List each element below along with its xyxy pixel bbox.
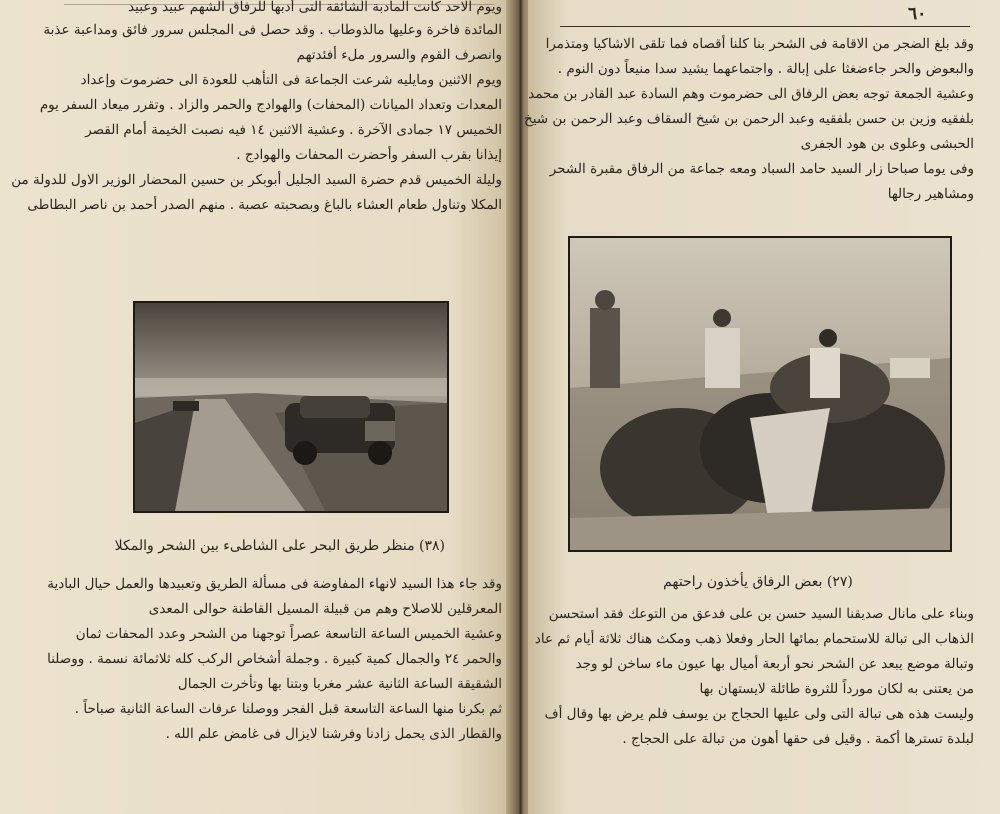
left-photo bbox=[133, 301, 449, 513]
left-line-5: المعدات وتعداد الميانات (المحفات) والهوادج والحمر والزاد . وتقرر ميعاد السفر يوم bbox=[39, 97, 502, 113]
right-line-3: وعشية الجمعة توجه بعض الرفاق الى حضرموت وهم السادة عبد القادر بن محمد bbox=[528, 86, 974, 102]
right-caption: (٢٧) بعض الرفاق يأخذون راحتهم bbox=[663, 574, 853, 590]
right-bottom-line-6: لبلدة تسترها أكمة . وقيل فى حقها أهون من تبالة على الحجاج . bbox=[622, 731, 974, 747]
left-caption: (٣٨) منظر طريق البحر على الشاطىء بين الشحر والمكلا bbox=[114, 538, 445, 554]
right-page bbox=[523, 0, 1000, 814]
left-text-bottom bbox=[47, 572, 502, 747]
right-text-bottom bbox=[534, 602, 974, 752]
left-line-4: ويوم الاثنين ومايليه شرعت الجماعة فى التأهب للعودة الى حضرموت وإعداد bbox=[80, 72, 502, 88]
left-line-3: وانصرف القوم والسرور ملء أفئدتهم bbox=[296, 47, 502, 63]
left-line-1: ويوم الاحد كانت المأدبة الشائقة التى أدبها للرفاق الشهم عبيد وعبيد bbox=[128, 0, 502, 15]
left-line-2: المائدة فاخرة وعليها مالذوطاب . وقد حصل فى المجلس سرور فائق ومداعبة عذبة bbox=[43, 22, 502, 38]
right-photo bbox=[568, 236, 952, 552]
group-resting-photo bbox=[570, 238, 950, 550]
left-text-top bbox=[11, 0, 502, 218]
right-header-rule bbox=[560, 26, 970, 27]
left-line-9: المكلا وتناول طعام العشاء بالباغ وبصحبته عصبة . منهم الصدر أحمد بن ناصر البطاطى bbox=[27, 197, 502, 213]
left-bottom-line-6: ثم بكرنا منها الساعة التاسعة قبل الفجر ووصلنا عرفات الساعة الثانية صباحاً . bbox=[74, 701, 502, 717]
right-line-5: الحبشى وعلوى بن هود الجفرى bbox=[800, 136, 974, 152]
right-line-7: ومشاهير رجالها bbox=[887, 186, 974, 202]
right-line-1: وقد بلغ الضجر من الاقامة فى الشحر بنا كلنا أقصاه فما تلقى الاشاكيا ومتذمرا bbox=[545, 36, 974, 52]
left-line-8: وليلة الخميس قدم حضرة السيد الجليل أبوبكر بن حسين المحضار الوزير الاول للدولة من bbox=[11, 172, 502, 188]
right-bottom-line-5: وليست هذه هى تبالة التى ولى عليها الحجاج بن يوسف فلم يرض بها وقال أف bbox=[544, 706, 974, 722]
right-bottom-line-4: من يعتنى به لكان مورداً للثروة طائلة لايستهان بها bbox=[699, 681, 974, 697]
left-line-6: الخميس ١٧ جمادى الآخرة . وعشية الاثنين ١٤ فيه نصبت الخيمة أمام القصر bbox=[85, 122, 502, 138]
coastal-road-photo bbox=[135, 303, 447, 511]
left-bottom-line-1: وقد جاء هذا السيد لانهاء المفاوضة فى مسألة الطريق وتعبيدها والعمل حيال البادية bbox=[47, 576, 502, 592]
left-bottom-line-5: الشقيقة الساعة الثانية عشر مغربا وبتنا بها وتأخرت الجمال bbox=[177, 676, 502, 692]
right-bottom-line-2: الذهاب الى تبالة للاستحمام بمائها الحار وفعلا ذهب ومكث هناك ثلاثة أيام ثم عاد bbox=[534, 631, 974, 647]
right-line-2: والبعوض والحر جاءضغثا على إبالة . واجتماعهما يشيد سدا منيعاً دون النوم . bbox=[557, 61, 974, 77]
left-bottom-line-4: والحمر ٢٤ والجمال كمية كبيرة . وجملة أشخاص الركب كله ثلاثمائة نسمة . ووصلنا bbox=[47, 651, 502, 667]
right-text-top bbox=[523, 32, 974, 207]
left-bottom-line-2: المعرقلين للاصلاح وهم من قبيلة المسيل القاطنة حوالى المعدى bbox=[148, 601, 502, 617]
left-line-7: إيذانا بقرب السفر وأحضرت المحفات والهوادج . bbox=[236, 147, 502, 163]
left-bottom-line-3: وعشية الخميس الساعة التاسعة عصراً توجهنا من الشحر وعدد المحفات ثمان bbox=[75, 626, 502, 642]
right-line-6: وفى يوما صباحا زار السيد حامد السباد ومعه جماعة من الرفاق مقبرة الشحر bbox=[549, 161, 974, 177]
right-line-4: بلفقيه وزين بن حسن بلفقيه وعبد الرحمن بن شيخ السقاف وعبد الرحمن بن شيخ bbox=[523, 111, 974, 127]
right-bottom-line-3: وتبالة موضع يبعد عن الشحر نحو أربعة أميال بها عيون ماء ساخن لو وجد bbox=[575, 656, 974, 672]
page-number: ٦٠ bbox=[908, 4, 927, 24]
right-bottom-line-1: وبناء على مانال صديقنا السيد حسن بن على فدعق من التوعك فقد استحسن bbox=[548, 606, 974, 622]
left-bottom-line-7: والقطار الذى يحمل زادنا وفرشنا لايزال فى غامض علم الله . bbox=[165, 726, 502, 742]
